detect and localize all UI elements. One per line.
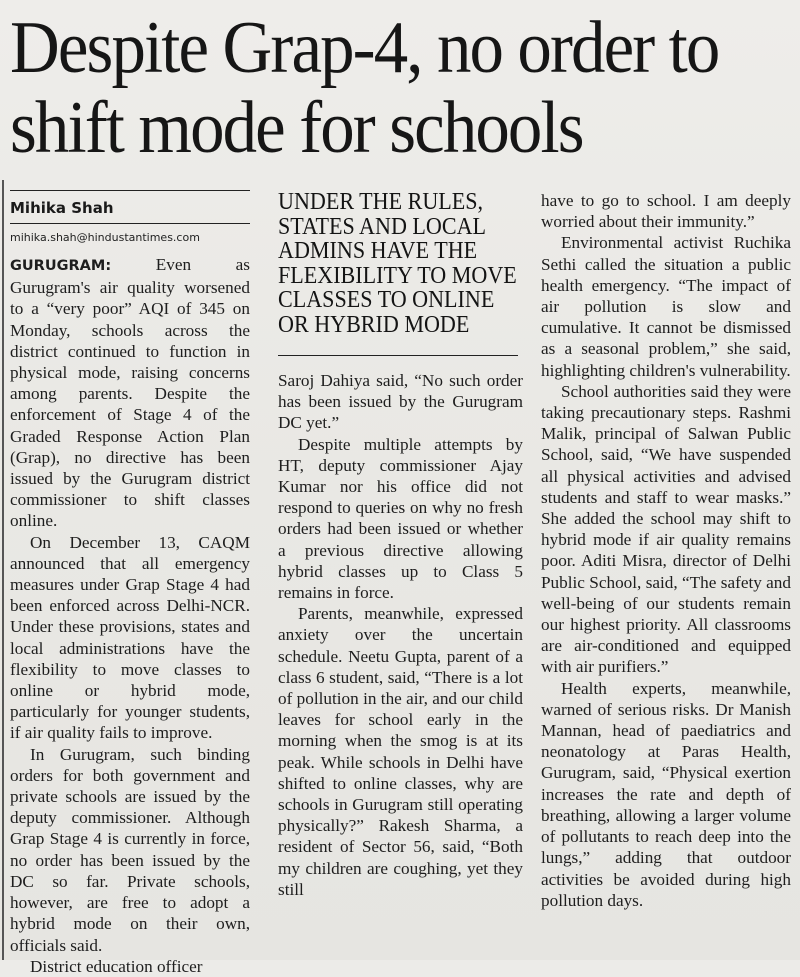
pull-quote: UNDER THE RULES, STATES AND LOCAL ADMINS HAVE THE FLEXIBILITY TO MOVE CLASSES TO ONLINE OR HYBRID MODE xyxy=(278,189,517,338)
column-2 xyxy=(278,190,523,900)
paragraph: Parents, meanwhile, expressed anxiety over the uncertain schedule. Neetu Gupta, parent of a class 6 student, said, “There is a lot of pollution in the air, and our child leaves for school early in the morning when the smog is at its peak. While schools in Delhi have shifted to online classes, why are schools in Gurugram still operating physically?” Rakesh Sharma, a resident of Sector 56, said, “Both my children are coughing, yet they still xyxy=(278,604,523,899)
author-email: mihika.shah@hindustantimes.com xyxy=(10,231,200,244)
paragraph: GURUGRAM: Even as Gurugram's air quality worsened to a “very poor” AQI of 345 on Monday, schools across the district continued to function in physical mode, raising concerns among parents. Despite the enforcement of Stage 4 of the Graded Response Action Plan (Grap), no directive has been issued by the Gurugram district commissioner to shift classes online. xyxy=(10,255,250,531)
pull-quote-rule xyxy=(278,355,518,356)
left-edge-rule xyxy=(2,180,4,960)
paragraph: Health experts, meanwhile, warned of serious risks. Dr Manish Mannan, head of paediatrics and neonatology at Paras Health, Gurugram, said, “Physical exertion increases the rate and depth of breathing, allowing a larger volume of pollutants to reach deep into the lungs,” adding that outdoor activities be avoided during high pollution days. xyxy=(541,678,791,910)
paragraph: On December 13, CAQM announced that all emergency measures under Grap Stage 4 had been enforced across Delhi-NCR. Under these provisions, states and local administrations have the flexibility to move classes to online or hybrid mode, particularly for younger students, if air quality fails to improve. xyxy=(10,532,250,743)
byline-bottom-rule xyxy=(10,223,250,224)
byline: Mihika Shah xyxy=(10,199,114,217)
column-1 xyxy=(10,190,250,977)
paragraph: Environmental activist Ruchika Sethi called the situation a public health emergency. “The impact of air pollution is slow and cumulative. It cannot be dismissed as a seasonal problem,” she said, highlighting children's vulnerability. xyxy=(541,233,791,380)
headline: Despite Grap-4, no order to shift mode for schools xyxy=(10,7,719,169)
paragraph: School authorities said they were taking precautionary steps. Rashmi Malik, principal of Salwan Public School, said, “We have suspended all physical activities and advised students and staff to wear masks.” She added the school may shift to hybrid mode if air quality remains poor. Aditi Misra, director of Delhi Public School, said, “The safety and well-being of our students remain our highest priority. All classrooms are air-conditioned and equipped with air purifiers.” xyxy=(541,381,791,677)
paragraph: District education officer xyxy=(30,956,203,976)
dateline: GURUGRAM: xyxy=(10,258,112,274)
byline-top-rule xyxy=(10,190,250,191)
paragraph: In Gurugram, such binding orders for both government and private schools are issued by the deputy commissioner. Although Grap Stage 4 is currently in force, no order has been issued by the DC so far. Private schools, however, are free to adopt a hybrid mode on their own, officials said. xyxy=(10,744,250,955)
paragraph: Saroj Dahiya said, “No such order has been issued by the Gurugram DC yet.” xyxy=(278,371,523,433)
paragraph: Despite multiple attempts by HT, deputy commissioner Ajay Kumar nor his office did not respond to queries on why no fresh orders had been issued or whether a previous directive allowing hybrid classes up to Class 5 remains in force. xyxy=(278,434,523,603)
paragraph: have to go to school. I am deeply worried about their immunity.” xyxy=(541,191,791,232)
column-3 xyxy=(541,190,791,911)
